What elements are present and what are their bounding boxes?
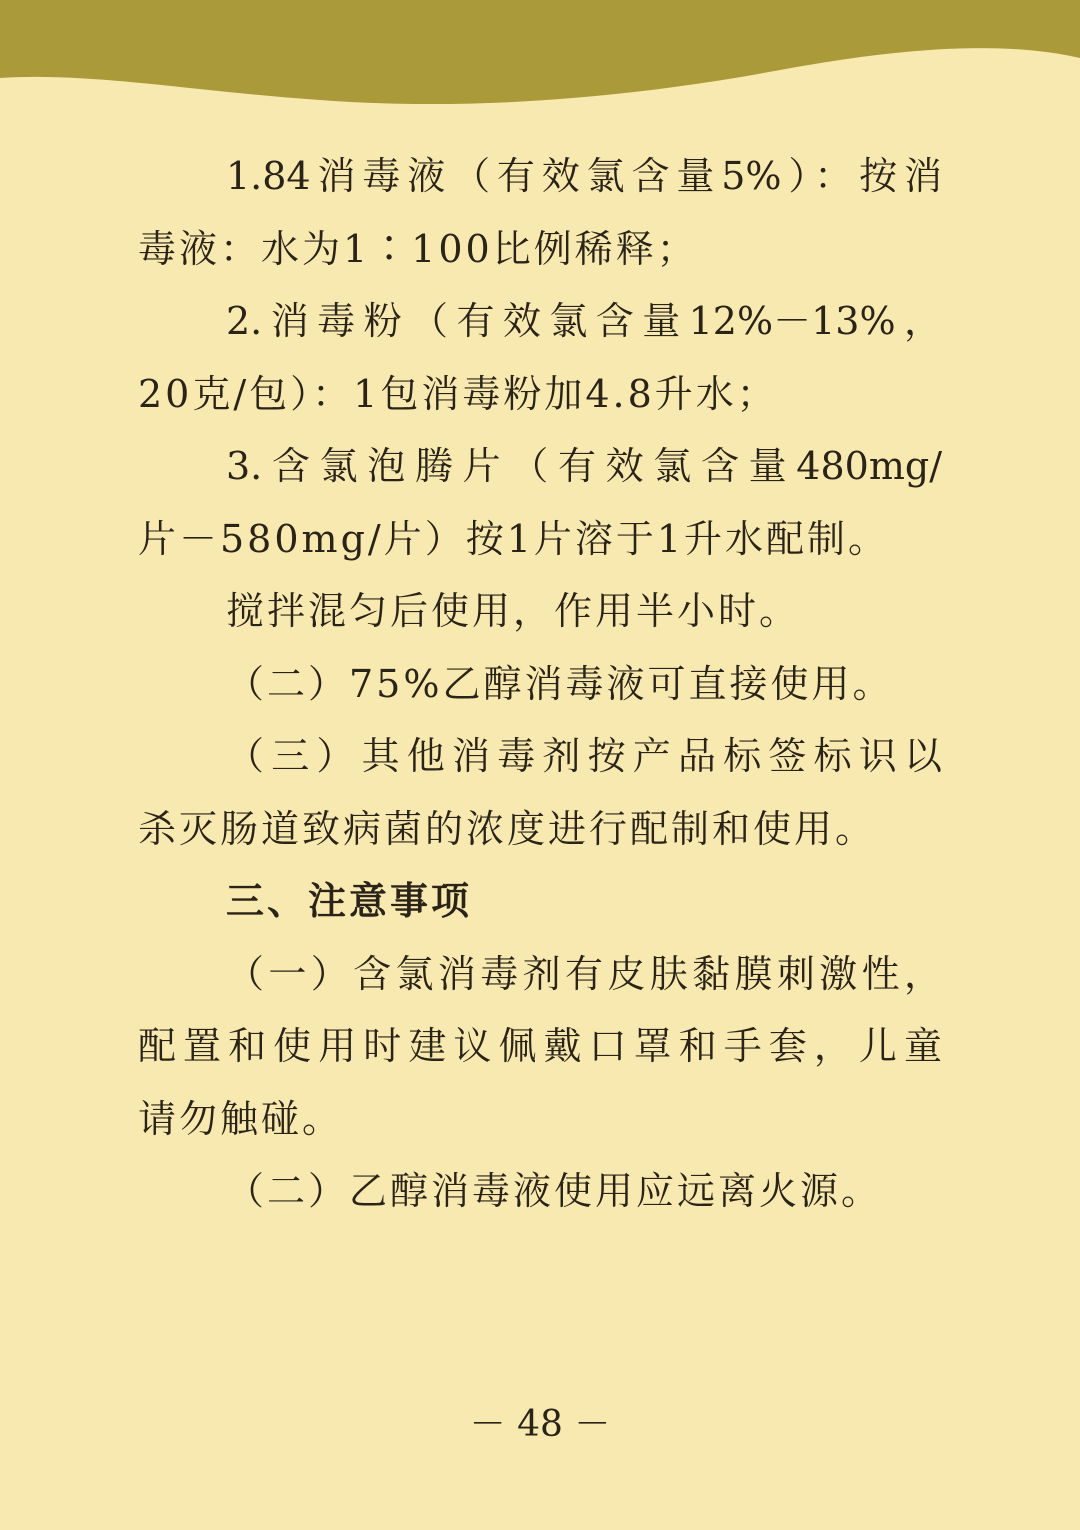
paragraph-line: 杀灭肠道致病菌的浓度进行配制和使用。 — [138, 806, 877, 851]
paragraph-line: （二）乙醇消毒液使用应远离火源。 — [226, 1169, 883, 1213]
paragraph-line: 2.消毒粉（有效氯含量12%－13%， — [226, 299, 942, 343]
paragraph-line: 请勿触碰。 — [138, 1096, 344, 1141]
paragraph-line: 毒液：水为1∶100比例稀释； — [138, 226, 698, 271]
paragraph-line: 配置和使用时建议佩戴口罩和手套，儿童 — [138, 1024, 942, 1068]
section-heading: 三、注意事项 — [226, 879, 473, 923]
paragraph-line: （三）其他消毒剂按产品标签标识以 — [226, 734, 942, 778]
document-body — [138, 140, 942, 1228]
paragraph-line: （二）75%乙醇消毒液可直接使用。 — [226, 661, 894, 706]
header-wave-decoration — [0, 0, 1080, 120]
paragraph-line: 片－580mg/片）按1片溶于1升水配制。 — [138, 516, 890, 561]
page-number: － 48 － — [469, 1404, 611, 1445]
paragraph-line: 3.含氯泡腾片（有效氯含量480mg/ — [226, 444, 942, 488]
paragraph-line: （一）含氯消毒剂有皮肤黏膜刺激性， — [226, 951, 942, 996]
paragraph-line: 20克/包）：1包消毒粉加4.8升水； — [138, 371, 778, 416]
paragraph-line: 搅拌混匀后使用，作用半小时。 — [226, 589, 801, 633]
paragraph-line: 1.84消毒液（有效氯含量5%）：按消 — [226, 154, 942, 198]
wave-shape — [0, 0, 1080, 104]
